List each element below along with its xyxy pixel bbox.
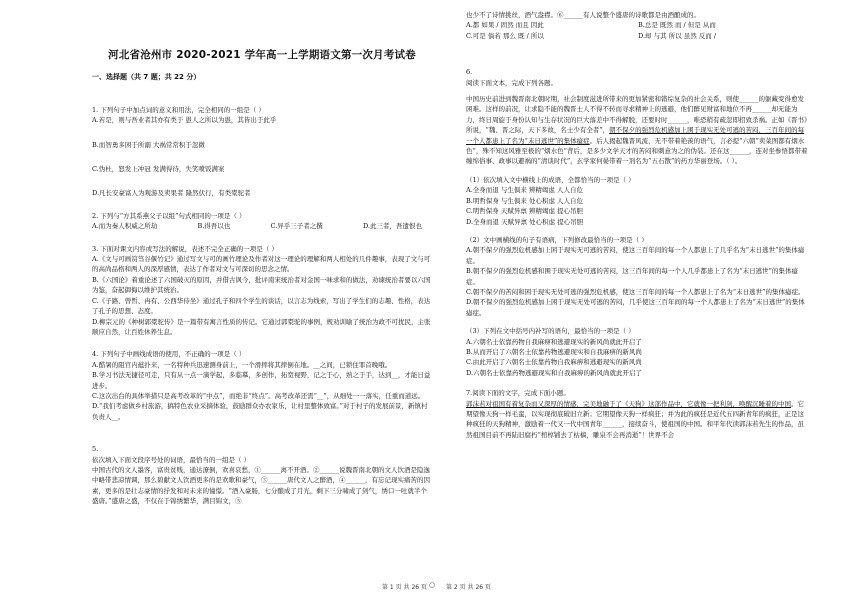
option-a: A.都 如果 / 固然 而且 因此 [466, 21, 544, 30]
right-page [466, 0, 810, 580]
option-c: C.《子路、曾皙、冉有、公西华侍坐》通过孔子和四个学生的谈话，以言志为线索，写出了学生们的志趣、性格，表达了孔子的思想、态度。 [92, 296, 431, 316]
option-d: D.“我们考虑做乡村旅游，搞特色农业采摘体验，鼓励群众办农家乐，让村里整体致富。”对于村子的发展前景，新镇村负责人__。 [92, 402, 428, 421]
option-c: C.朝不保夕的苦闷和困于现实无处可逃的强烈危机感，使这三百年间的每一个人都患上了名为“末日逃世”的集体癔症。 [466, 287, 805, 296]
option-a: A.酷暑的阻官内蕴扑来，一名特种兵迅速测身前上，一个滑摔将其摔倒在地。__之间，已锁住罪首晚哦。 [92, 360, 392, 369]
option-c: C.异乎三子者之撰 [270, 222, 323, 231]
option-b: B.而智勇多困于所溺 大祸常常积于忽微 [92, 140, 205, 149]
question-5-continued [466, 10, 810, 41]
page-footer [0, 580, 860, 596]
option-a: A.而为秦人积威之所劫 [92, 222, 158, 231]
option-a: A.若是，则与吾业者其亦有类于 愚人之所以为愚，其皆出于此乎 [92, 116, 277, 125]
option-b: B.朝不保夕的强烈危机感和围于现实无处可逃的苦闷，这三百年间的每一个人几乎都患上了名为“末日逃世”的集体癔症。 [466, 267, 798, 286]
sub-question-2 [466, 235, 810, 318]
option-d: D.朝不保夕的强烈危机感加上困于现实无处可逃的苦闷，几乎使这三百年间的每一个人都患上了名为“末日逃世”的集体癔症。 [466, 298, 805, 317]
option-a: A.朝不保夕的强烈危机感加上困于现实无可逃的苦闷，使这三百年间的每一个人都患上了几乎名为“末日逃世”的集体癔症。 [466, 246, 805, 265]
options-row [92, 221, 432, 231]
passage [466, 399, 810, 441]
option-b: B.从而开启了六朝名士依靠药物逃避现实和自我麻痹的新风尚 [466, 347, 642, 356]
option-a: A.全身而退 与生俱来 辨精竭虑 人人自危 [466, 186, 583, 195]
question-stem: 7.阅读下面的文字，完成下面小题。 [466, 389, 570, 398]
option-d: D.此三者，吾遗恨也 [362, 222, 422, 231]
option-c: C.由此开启了六朝名士依靠药物自我麻痹和逃避现实的新风尚 [466, 358, 642, 367]
question-intro: 阅读下面文本，完成下列各题。 [466, 78, 557, 87]
question-stem: 3. 下面对课文内容或写法的解说，表述不完全正确的一项是（ ） [92, 244, 278, 253]
question-number: 6. [466, 68, 473, 77]
question-stem: 4. 下列句子中画线成语的使用，不正确的一项是（ ） [92, 350, 246, 359]
question-6 [466, 67, 810, 378]
passage-text: 中国历史前进到魏晋南北朝时期，社会制度滋进所带来的更加紧密和错综复杂的社会关系，则使______的躯藏变得愈发困难。这样的前况，让求隐不能的魏晋士人不得不转而寻求精神上的逃避，他们醉见财富和地位不再______却无能为力，终日周旋于身份认知与生存状况的巨大落差中不得解脱，还要时时______，唯恐稍有疏忽即招致杀祸。正如《晋书》所说，“魏、晋之际，天下多故，名士少有全者”， [466, 95, 808, 135]
option-b: B.得吾以也 [197, 222, 231, 231]
section-heading: 一、选择题（共 7 题；共 22 分） [92, 73, 201, 82]
page-number-right: 第 2 页 共 26 页 [446, 584, 491, 591]
question-stem: （1）依次填入文中横线上的成语，全都恰当的一项是（ ） [466, 175, 635, 184]
option-b: B.明哲保身 与生俱来 处心积虑 人人自危 [466, 196, 584, 205]
exam-title: 河北省沧州市 2020-2021 学年高一上学期语文第一次月考试卷 [108, 49, 416, 61]
underlined-sentence: 朝不保夕的强烈危机感加上围于现实无处可逃的苦闷，三百年间的每一个人都患上了名为“末日逃世”的集体癔症 [466, 126, 805, 145]
page-number-left: 第 1 页 共 26 页 [382, 584, 427, 591]
question-stem: （3）下列在文中括号内补写的语句，最恰当的一项是（ ） [466, 327, 635, 336]
question-intro: 依次填入下面文段序号处的词语，最恰当的一组是（ ） [92, 455, 251, 464]
option-d: D.六朝名士依靠药物逃避现实和自我麻痹的新风尚就此开启了 [466, 368, 643, 377]
passage-text: 。它期望像天狗一样毛蛮，以实现彻底破旧立新；它期望像天狗一样疯狂；并为此的疯狂是近代五四新青年的疯狂，正是这种疯狂的天狗精神，激励着一代又一代中国青年______，接续奋斗，使祖国的中国。和平年代读郭沫若先生的作品，虽然祖国目前不再陆旧腐朽“棺椁铺去了枯槁，雕泉不会再消逝”！世界不会 [466, 399, 804, 439]
option-b: B.《六国论》着重论述了六国破灭的原因，并借古讽今，批评南宋统治者对金国一味求和的做法，劝谏统治者要以六国为鉴，奋起御侮以维护其统治。 [92, 275, 431, 295]
option-b: B.学习书法无捷径可走，只有从一点一滴学起，多临摹，多创作，拓宽视野，记之于心，熟之于手，达到__，才能日益进步。 [92, 371, 431, 390]
question-number: 5. [92, 445, 99, 454]
option-c: C.这次出台的具体举措只是高考改革的“中点”，而绝非“终点”。高考改革还需“__”，从细处一一落实，任重而道远。 [92, 391, 425, 400]
options-grid [466, 20, 810, 41]
option-c: C.伪杜，怒发上冲冠 发满得待，失笑喷饭满案 [92, 165, 225, 174]
question-stem: 1. 下列句子中加点词的意义和用法，完全相同的一组是（ ） [92, 105, 265, 114]
option-d: D.凡长安豪富人为观游及卖果者 隆然伏行，有类橐驼者 [92, 189, 251, 198]
underlined-sentence: 郭沫若对祖国有着复杂而又深厚的情感，完美地融于了《天狗》这部作品中，它就像一把利剑，唤醒沉睡着的中国 [466, 399, 791, 408]
question-1 [92, 105, 432, 199]
question-4 [92, 349, 432, 422]
sub-question-1 [466, 175, 810, 227]
option-c: C.明哲保身 天赋异禀 辨精竭虑 提心吊胆 [466, 207, 584, 216]
option-d: D.却 与其 所以 虽然 反而 / [638, 31, 717, 40]
passage-text: 。后人揭起魏晋风流，无不带着艳羡的语气，言必提“六朝”卖菜图都有烟水色”，殊不知这风雅至极的“烟水色”背后，是多少文学天才的苦闷和刺意为之的伪装。还在这______，连对坐参悟都带着缠绵俗事、政事以避祸的“清谈时代”，玄学家何晏带着一剂名为“五石散”的药方华丽登场。（ ）。 [466, 136, 808, 166]
center-circle: ○ [429, 581, 436, 589]
question-5 [92, 444, 432, 506]
left-page [92, 0, 432, 580]
option-d: D.全身而退 天赋异禀 处心积虑 提心吊胆 [466, 217, 584, 226]
question-3 [92, 244, 432, 338]
question-stem: （2）文中画横线的句子有语病，下列修改最恰当的一项是（ ） [466, 235, 648, 244]
passage-continued: 也少不了诗情挑丝，酒气盎襟。⑥______有人说整个盛唐的诗歌都是由酒酿成的。 [466, 11, 700, 19]
option-a: A.《文与可画筼筜谷偃竹记》通过写文与可的画竹理论及作者对这一理论的理解和两人相处的几件趣事，表现了文与可的高尚品格和两人的深厚感情，表达了作者对文与可深切的思念之情。 [92, 255, 431, 274]
option-a: A.六朝名士依靠药物自我麻痹和逃避现实的新风尚就此开启了 [466, 337, 642, 346]
question-7 [466, 388, 810, 440]
passage: 中国古代的文人墨客，富贵贫贱，通达潦倒，欢喜哀愁，①______离不开酒。②______说魏晋南北朝的文人饮酒是隐逸中略带悲凉情调，那么碧献文人饮酒更多的是欢歌和豪气，③______唐代文人之醉酒，④______，有忘记现实痛苦的因素，更多的是壮志豪情的抒发和对未来的憧憬。“酒入豪肠，七分酿成了月光，剩下三分啸成了剑气，绣口一吐就半个盛唐。”盛唐之盛，不仅在于锦绣繁华，满目锦文，⑤ [92, 465, 430, 506]
question-2 [92, 211, 432, 232]
sub-question-3 [466, 326, 810, 378]
question-stem: 2. 下列与“方其系燕父子以组”句式相同的一项是（ ） [92, 211, 246, 220]
option-c: C.可是 倘若 那么 既 / 所以 [466, 31, 544, 40]
option-b: B.总是 既然 而 / 但是 从而 [638, 21, 716, 30]
option-d: D.柳宗元的《种树郭橐驼传》是一篇带有寓言性质的传记。它通过郭橐驼的事例，规劝训喻了统治为政不可扰民，主张顺应自然，让百姓休养生息。 [92, 317, 431, 336]
passage [466, 94, 810, 167]
